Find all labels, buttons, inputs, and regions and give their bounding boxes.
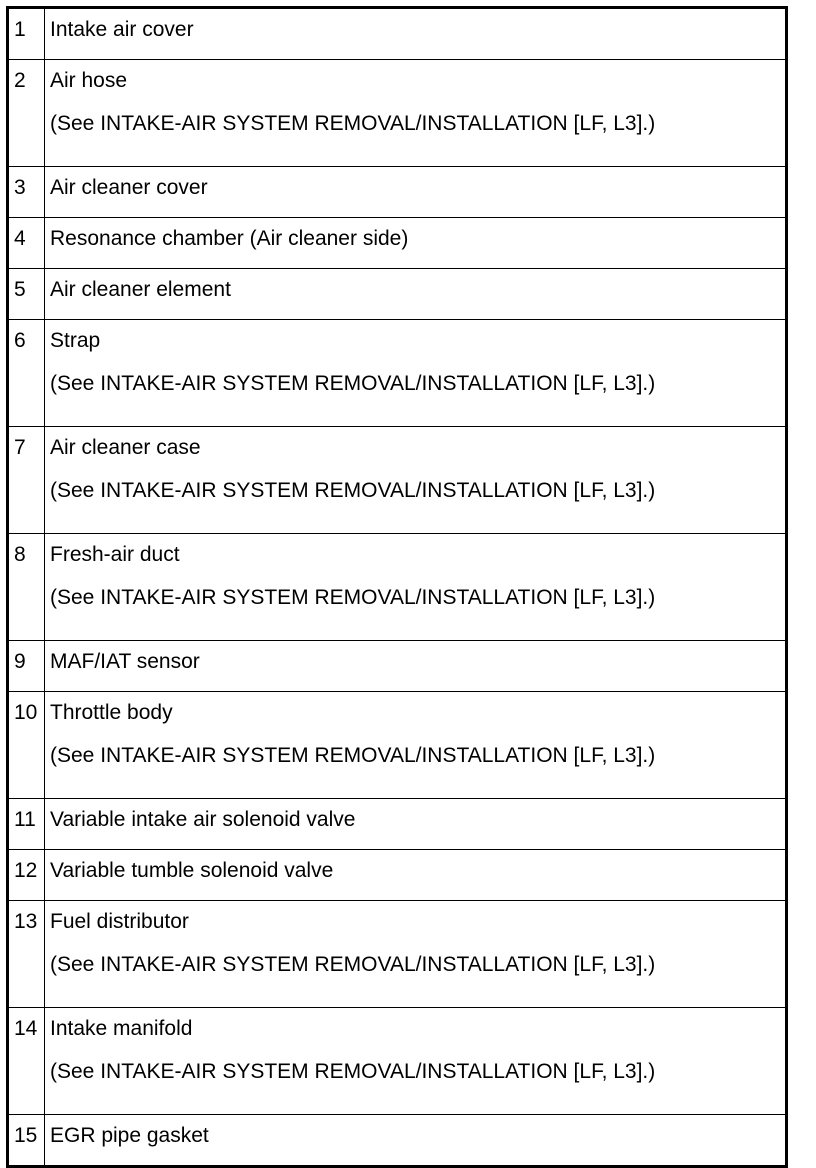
- part-reference-link[interactable]: (See INTAKE-AIR SYSTEM REMOVAL/INSTALLATION [LF, L3].): [50, 586, 656, 609]
- part-number-cell: [8, 167, 45, 218]
- part-number: 10: [14, 701, 38, 724]
- part-number: 12: [14, 859, 38, 882]
- part-number-cell: [8, 427, 45, 534]
- table-row: [8, 269, 787, 320]
- part-number-cell: [8, 320, 45, 427]
- part-number: 1: [14, 18, 26, 41]
- part-name: Intake air cover: [50, 18, 194, 41]
- table-row: [8, 534, 787, 641]
- part-number: 7: [14, 436, 26, 459]
- table-row: [8, 218, 787, 269]
- part-description-cell: [45, 534, 787, 641]
- table-row: [8, 427, 787, 534]
- part-name: MAF/IAT sensor: [50, 650, 200, 673]
- part-number: 5: [14, 278, 26, 301]
- part-number-cell: [8, 901, 45, 1008]
- table-row: [8, 8, 787, 60]
- part-number: 6: [14, 329, 26, 352]
- table-row: [8, 1115, 787, 1167]
- part-reference-link[interactable]: (See INTAKE-AIR SYSTEM REMOVAL/INSTALLATION [LF, L3].): [50, 479, 656, 502]
- part-description-cell: [45, 850, 787, 901]
- part-description-cell: [45, 1115, 787, 1167]
- part-number-cell: [8, 8, 45, 60]
- part-description-cell: [45, 427, 787, 534]
- part-description-cell: [45, 8, 787, 60]
- part-description-cell: [45, 60, 787, 167]
- part-number-cell: [8, 799, 45, 850]
- part-name: Air cleaner element: [50, 278, 231, 301]
- part-number-cell: [8, 534, 45, 641]
- part-description-cell: [45, 320, 787, 427]
- part-description-cell: [45, 167, 787, 218]
- part-reference-link[interactable]: (See INTAKE-AIR SYSTEM REMOVAL/INSTALLATION [LF, L3].): [50, 953, 656, 976]
- part-number-cell: [8, 269, 45, 320]
- table-row: [8, 60, 787, 167]
- part-name: Air hose: [50, 69, 128, 92]
- part-name: Variable tumble solenoid valve: [50, 859, 334, 882]
- table-row: [8, 320, 787, 427]
- part-number: 4: [14, 227, 26, 250]
- part-name: EGR pipe gasket: [50, 1124, 209, 1147]
- part-number-cell: [8, 692, 45, 799]
- part-number-cell: [8, 850, 45, 901]
- part-description-cell: [45, 218, 787, 269]
- part-number: 8: [14, 543, 26, 566]
- table-row: [8, 167, 787, 218]
- part-number-cell: [8, 1115, 45, 1167]
- part-name: Fresh-air duct: [50, 543, 180, 566]
- part-number-cell: [8, 641, 45, 692]
- part-name: Fuel distributor: [50, 910, 189, 933]
- part-number: 2: [14, 69, 26, 92]
- table-row: [8, 799, 787, 850]
- part-name: Resonance chamber (Air cleaner side): [50, 227, 409, 250]
- part-name: Intake manifold: [50, 1017, 193, 1040]
- part-number: 13: [14, 910, 38, 933]
- part-number: 9: [14, 650, 26, 673]
- part-number: 3: [14, 176, 26, 199]
- part-number: 14: [14, 1017, 38, 1040]
- part-description-cell: [45, 1008, 787, 1115]
- part-number: 11: [14, 808, 36, 831]
- part-description-cell: [45, 692, 787, 799]
- part-number-cell: [8, 60, 45, 167]
- part-name: Air cleaner case: [50, 436, 201, 459]
- part-reference-link[interactable]: (See INTAKE-AIR SYSTEM REMOVAL/INSTALLATION [LF, L3].): [50, 372, 656, 395]
- part-name: Strap: [50, 329, 101, 352]
- table-row: [8, 692, 787, 799]
- part-description-cell: [45, 269, 787, 320]
- part-number-cell: [8, 218, 45, 269]
- part-reference-link[interactable]: (See INTAKE-AIR SYSTEM REMOVAL/INSTALLATION [LF, L3].): [50, 744, 656, 767]
- part-reference-link[interactable]: (See INTAKE-AIR SYSTEM REMOVAL/INSTALLATION [LF, L3].): [50, 1060, 656, 1083]
- part-name: Air cleaner cover: [50, 176, 208, 199]
- parts-table: [6, 6, 788, 1168]
- part-description-cell: [45, 901, 787, 1008]
- table-row: [8, 1008, 787, 1115]
- part-name: Throttle body: [50, 701, 173, 724]
- parts-table-body: [8, 8, 787, 1167]
- part-number-cell: [8, 1008, 45, 1115]
- table-row: [8, 850, 787, 901]
- part-description-cell: [45, 799, 787, 850]
- part-description-cell: [45, 641, 787, 692]
- part-reference-link[interactable]: (See INTAKE-AIR SYSTEM REMOVAL/INSTALLATION [LF, L3].): [50, 112, 656, 135]
- table-row: [8, 641, 787, 692]
- part-number: 15: [14, 1124, 38, 1147]
- part-name: Variable intake air solenoid valve: [50, 808, 356, 831]
- table-row: [8, 901, 787, 1008]
